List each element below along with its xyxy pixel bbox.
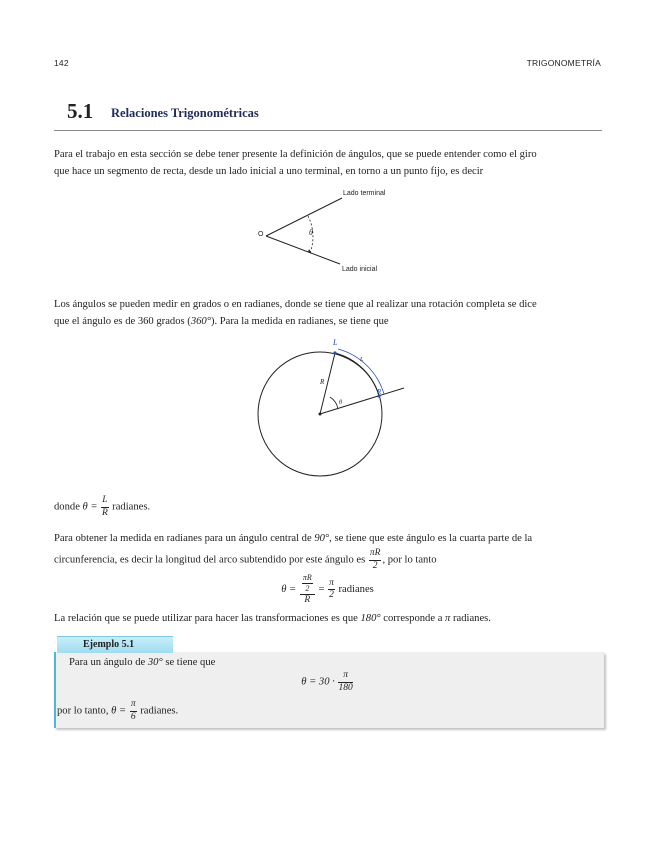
compound-fraction (300, 574, 315, 606)
example-equation (0, 671, 655, 693)
arc-start-point (333, 351, 336, 354)
initial-side-label: Lado inicial (342, 266, 378, 273)
arc-side-label: L (360, 357, 364, 363)
angle-label: θ (309, 228, 313, 237)
angle-arrowhead (308, 249, 312, 254)
text-run: donde (54, 501, 83, 513)
fraction-numerator: πR (369, 549, 382, 561)
fraction-numerator: π (338, 671, 352, 683)
fraction-denominator: 2 (372, 560, 378, 571)
ray-point-label: R (377, 388, 382, 396)
fraction-pi-over-180 (338, 671, 352, 693)
example-line-2 (57, 700, 178, 722)
equals-sign: = (318, 584, 325, 596)
text-run: que el ángulo es de 360 grados ( (54, 316, 191, 327)
fraction-numerator: π (130, 700, 137, 712)
math-360: 360° (190, 316, 211, 327)
text-run: por lo tanto, (57, 705, 112, 717)
donde-line (54, 496, 602, 518)
text-run: se tiene que (162, 657, 216, 668)
fraction-denominator: 2 (329, 590, 334, 601)
chapter-title: TRIGONOMETRÍA (526, 58, 601, 68)
fraction-pir-over-2 (369, 549, 382, 571)
radius-label: R (320, 378, 325, 386)
text-run: circunferencia, es decir la longitud del arco subtendido por este ángulo es (54, 554, 368, 566)
paragraph-3-line-2 (54, 549, 602, 571)
compound-numerator (300, 574, 315, 595)
ray-line (320, 388, 404, 414)
theta-lhs: θ = (82, 501, 98, 513)
initial-side-line (266, 236, 340, 264)
text-run: Para obtener la medida en radianes para un ángulo central de (54, 533, 315, 544)
paragraph-3 (54, 530, 602, 571)
fraction-pi-over-6 (130, 700, 137, 722)
example-title-tab: Ejemplo 5.1 (57, 636, 173, 653)
vertex-label: O (258, 231, 264, 238)
circle-figure (258, 349, 404, 476)
math-pi: π (445, 613, 451, 624)
text-run: radianes. (109, 501, 151, 513)
section-number: 5.1 (67, 99, 94, 123)
math-90: 90° (314, 533, 330, 544)
arc-point-label: L (333, 338, 338, 347)
center-point (319, 413, 322, 416)
central-angle-arc (330, 397, 338, 409)
unit-label: radianes (338, 584, 374, 596)
paragraph-1-line-1: Para el trabajo en esta sección se debe tener presente la definición de ángulos, que se puede entender como el giro (54, 149, 537, 160)
fraction-pi-over-2 (328, 579, 335, 601)
fraction-denominator: 180 (338, 682, 353, 693)
text-run: La relación que se puede utilizar para hacer las transformaciones es que (54, 613, 361, 624)
compound-denominator: R (304, 595, 311, 605)
math-180: 180° (360, 613, 381, 624)
math-30: 30° (147, 657, 163, 668)
example-line-1 (69, 657, 215, 668)
text-run: radianes. (450, 613, 491, 624)
paragraph-3-line-1 (54, 530, 602, 547)
text-run: , por lo tanto (382, 554, 437, 566)
theta-lhs: θ = (111, 705, 127, 717)
example-equation-lhs: θ = 30 · (301, 676, 335, 688)
fraction-numerator: L (101, 496, 108, 508)
paragraph-4 (54, 610, 602, 627)
fraction-l-over-r (101, 496, 108, 518)
text-run: Para un ángulo de (69, 657, 148, 668)
fraction-numerator: π (328, 579, 335, 591)
inner-numerator: πR (302, 573, 312, 582)
paragraph-4-line-1 (54, 610, 602, 627)
paragraph-2 (54, 296, 602, 330)
central-angle-label: θ (339, 400, 342, 406)
inner-denominator: 2 (305, 584, 310, 593)
angle-figure (266, 198, 342, 264)
fraction-denominator: R (101, 507, 108, 518)
text-run: radianes. (137, 705, 179, 717)
terminal-side-line (266, 198, 342, 236)
arc-segment (335, 353, 382, 396)
terminal-side-label: Lado terminal (343, 190, 386, 197)
page-number: 142 (54, 58, 69, 68)
display-equation (0, 574, 655, 606)
paragraph-2-line-1: Los ángulos se pueden medir en grados o en radianes, donde se tiene que al realizar una rotación completa se dice (54, 299, 537, 310)
paragraph-2-line-2 (54, 313, 602, 330)
section-title: Relaciones Trigonométricas (111, 106, 259, 120)
text-run: corresponde a (380, 613, 446, 624)
fraction-denominator: 6 (130, 711, 136, 722)
inner-fraction (302, 574, 313, 593)
text-run: , se tiene que este ángulo es la cuarta parte de la (329, 533, 533, 544)
paragraph-1-line-2: que hace un segmento de recta, desde un lado inicial a uno terminal, en torno a un punto fijo, es decir (54, 166, 484, 177)
equation-lhs: θ = (281, 584, 297, 596)
text-run: ). Para la medida en radianes, se tiene que (210, 316, 389, 327)
